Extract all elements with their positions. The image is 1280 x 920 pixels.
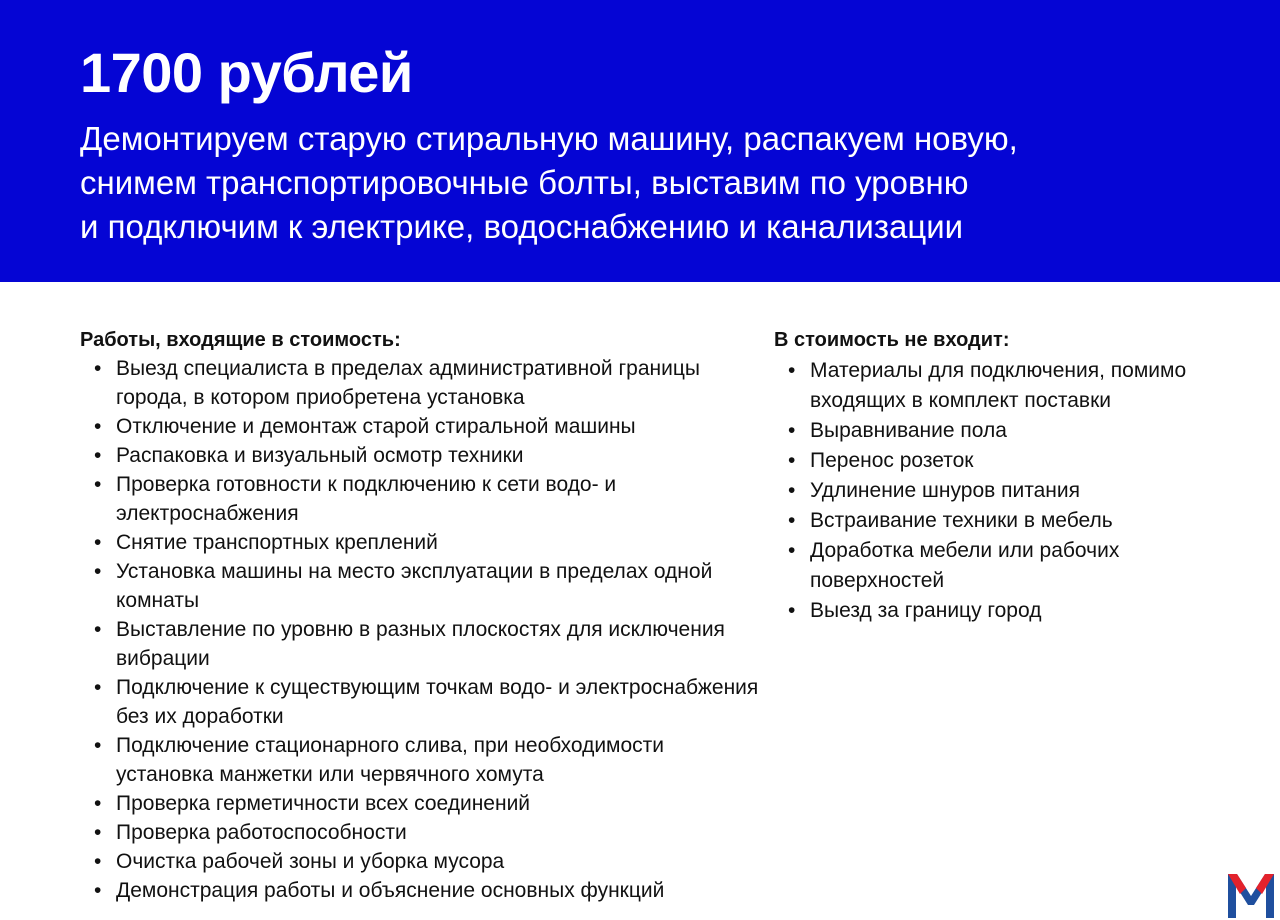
included-works-list xyxy=(80,354,760,905)
excluded-work-item xyxy=(774,476,1244,506)
list-item-text: Подключение к существующим точкам водо- и электроснабжения без их доработки xyxy=(116,676,759,728)
excluded-work-item xyxy=(774,536,1244,596)
included-work-item xyxy=(80,412,760,441)
list-item-text: Подключение стационарного слива, при необходимости установка манжетки или червячного хомута xyxy=(116,734,665,786)
included-work-item xyxy=(80,818,760,847)
bullet-icon: • xyxy=(94,473,102,496)
list-item-text: Проверка герметичности всех соединений xyxy=(116,792,531,815)
included-work-item xyxy=(80,441,760,470)
list-item-text: Проверка готовности к подключению к сети водо- и электроснабжения xyxy=(116,473,617,525)
list-item-text: Перенос розеток xyxy=(810,449,974,472)
bullet-icon: • xyxy=(94,415,102,438)
excluded-works-list xyxy=(774,356,1244,626)
list-item-text: Материалы для подключения, помимо входящих в комплект поставки xyxy=(810,359,1187,412)
list-item-text: Распаковка и визуальный осмотр техники xyxy=(116,444,524,467)
included-works-heading: Работы, входящие в стоимость: xyxy=(80,329,401,351)
list-item-text: Проверка работоспособности xyxy=(116,821,407,844)
list-item-text: Удлинение шнуров питания xyxy=(810,479,1080,502)
list-item-text: Выставление по уровню в разных плоскостях для исключения вибрации xyxy=(116,618,725,670)
excluded-works-heading: В стоимость не входит: xyxy=(774,329,1010,351)
service-description-line: снимем транспортировочные болты, выставим по уровню xyxy=(80,164,969,201)
bullet-icon: • xyxy=(788,539,796,562)
included-work-item xyxy=(80,557,760,615)
list-item-text: Встраивание техники в мебель xyxy=(810,509,1113,532)
list-item-text: Снятие транспортных креплений xyxy=(116,531,438,554)
bullet-icon: • xyxy=(94,357,102,380)
list-item-text: Отключение и демонтаж старой стиральной машины xyxy=(116,415,636,438)
included-works-section xyxy=(80,326,760,905)
list-item-text: Выезд за границу город xyxy=(810,599,1042,622)
included-work-item xyxy=(80,731,760,789)
bullet-icon: • xyxy=(788,479,796,502)
included-work-item xyxy=(80,615,760,673)
bullet-icon: • xyxy=(788,359,796,382)
excluded-work-item xyxy=(774,596,1244,626)
list-item-text: Очистка рабочей зоны и уборка мусора xyxy=(116,850,505,873)
bullet-icon: • xyxy=(788,509,796,532)
m-logo-icon xyxy=(1226,872,1276,918)
bullet-icon: • xyxy=(94,531,102,554)
bullet-icon: • xyxy=(94,734,102,757)
included-work-item xyxy=(80,354,760,412)
included-work-item xyxy=(80,789,760,818)
bullet-icon: • xyxy=(94,792,102,815)
price-title: 1700 рублей xyxy=(80,41,413,104)
included-work-item xyxy=(80,847,760,876)
bullet-icon: • xyxy=(94,821,102,844)
bullet-icon: • xyxy=(94,676,102,699)
bullet-icon: • xyxy=(94,850,102,873)
list-item-text: Выравнивание пола xyxy=(810,419,1007,442)
list-item-text: Доработка мебели или рабочих поверхностей xyxy=(810,539,1120,592)
bullet-icon: • xyxy=(94,879,102,902)
list-item-text: Установка машины на место эксплуатации в пределах одной комнаты xyxy=(116,560,713,612)
bullet-icon: • xyxy=(94,444,102,467)
bullet-icon: • xyxy=(788,419,796,442)
list-item-text: Выезд специалиста в пределах административной границы города, в котором приобретена установка xyxy=(116,357,700,409)
excluded-works-section xyxy=(774,326,1244,626)
included-work-item xyxy=(80,528,760,557)
header-banner xyxy=(0,0,1280,282)
included-work-item xyxy=(80,470,760,528)
excluded-work-item xyxy=(774,356,1244,416)
bullet-icon: • xyxy=(788,599,796,622)
list-item-text: Демонстрация работы и объяснение основных функций xyxy=(116,879,665,902)
service-description-line: Демонтируем старую стиральную машину, распакуем новую, xyxy=(80,120,1018,157)
excluded-work-item xyxy=(774,446,1244,476)
service-description xyxy=(80,117,1200,249)
service-description-line: и подключим к электрике, водоснабжению и канализации xyxy=(80,208,964,245)
bullet-icon: • xyxy=(788,449,796,472)
bullet-icon: • xyxy=(94,560,102,583)
included-work-item xyxy=(80,876,760,905)
included-work-item xyxy=(80,673,760,731)
excluded-work-item xyxy=(774,416,1244,446)
excluded-work-item xyxy=(774,506,1244,536)
bullet-icon: • xyxy=(94,618,102,641)
